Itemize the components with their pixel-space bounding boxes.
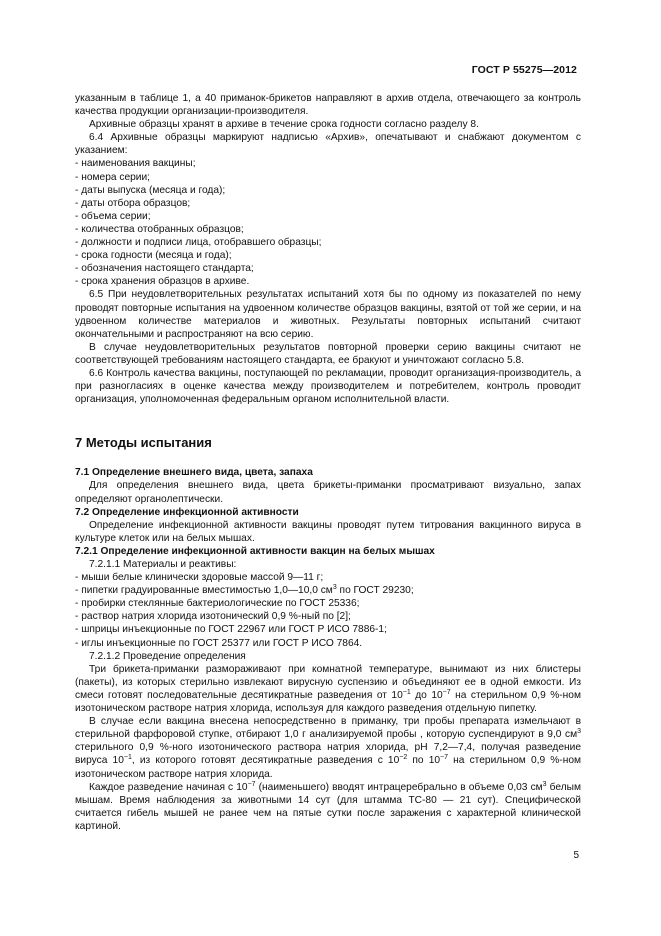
list-item: - мыши белые клинически здоровые массой 9—11 г; [75, 571, 581, 584]
list-item: - должности и подписи лица, отобравшего образцы; [75, 236, 581, 249]
list-item: - срока годности (месяца и года); [75, 249, 581, 262]
subsection-7-1-text: Для определения внешнего вида, цвета брикеты-приманки просматривают визуально, запах определяют органолептически. [75, 480, 581, 505]
list-item: - даты выпуска (месяца и года); [75, 184, 581, 197]
document-id-header: ГОСТ Р 55275—2012 [471, 64, 577, 76]
subsection-7-2-text: Определение инфекционной активности вакцины проводят путем титрования вакцинного вируса в культуре клеток или на белых мышах. [75, 519, 581, 544]
paragraph: Архивные образцы хранят в архиве в течение срока годности согласно разделу 8. [89, 119, 479, 131]
list-item: - номера серии; [75, 171, 581, 184]
subsection-7-1-title: 7.1 Определение внешнего вида, цвета, запаха [75, 467, 313, 479]
subsection-7-2-1-1-title: 7.2.1.1 Материалы и реактивы: [89, 559, 237, 570]
subsection-7-2-1-2-title: 7.2.1.2 Проведение определения [89, 650, 246, 662]
paragraph-thawing: Три брикета-приманки размораживают при комнатной температуре, вынимают из них блистеры (пакеты), из которых стерильно извлекают вирусную суспензию и объединяют ее в одной емкости. Из смеси готовят последовательные десятикратные разведения от $10^{-1}$ до $10^{-7}$ на стерильном 0,9 %-ном изотоническом растворе натрия хлорида, используя для каждого разведения отдельную пипетку. [75, 663, 581, 715]
list-item: - обозначения настоящего стандарта; [75, 262, 581, 275]
list-item: - пробирки стеклянные бактериологические по ГОСТ 25336; [75, 597, 581, 610]
paragraph: указанным в таблице 1, а 40 приманок-брикетов направляют в архив отдела, отвечающего за контроль качества продукции организации-производителя. [75, 93, 581, 118]
list-item: - срока хранения образцов в архиве. [75, 275, 581, 288]
page-number: 5 [573, 850, 579, 861]
list-item: - даты отбора образцов; [75, 197, 581, 210]
section-7-title: 7 Методы испытания [75, 435, 212, 451]
page-content [75, 92, 581, 833]
list-item: - объема серии; [75, 210, 581, 223]
paragraph: 6.4 Архивные образцы маркируют надписью «Архив», опечатывают и снабжают документом с указанием: [75, 132, 581, 157]
list-item: - пипетки градуированные вместимостью 1,0—10,0 $см^3$ по ГОСТ 29230; [75, 584, 581, 597]
list-item: - наименования вакцины; [75, 157, 581, 170]
paragraph-injection: Каждое разведение начиная с $10^{-7}$ (наименьшего) вводят интрацеребрально в объеме 0,03 $см^3$ белым мышам. Время наблюдения за животными 14 сут (для штамма ТС-80 — 21 сут). Специфической считается гибель мышей не ранее чем на пятые сутки после заражения с характерной клинической картиной. [75, 780, 581, 832]
list-item: - иглы инъекционные по ГОСТ 25377 или ГОСТ Р ИСО 7864. [75, 637, 581, 650]
list-item: - шприцы инъекционные по ГОСТ 22967 или ГОСТ Р ИСО 7886-1; [75, 623, 581, 636]
subsection-7-2-1-title: 7.2.1 Определение инфекционной активности вакцин на белых мышах [75, 545, 435, 557]
paragraph-grinding: В случае если вакцина внесена непосредственно в приманку, три пробы препарата измельчают в стерильной фарфоровой ступке, отбирают 1,0 г анализируемой пробы , которую суспендируют в 9,0 $см^3$ стерильного 0,9 %-ного изотонического раствора натрия хлорида, рН 7,2—7,4, получая разведение вируса $10^{-1}$, из которого готовят десятикратные разведения с $10^{-2}$ по $10^{-7}$ на стерильном 0,9 %-ном изотоническом растворе натрия хлорида. [75, 716, 581, 780]
paragraph: 6.6 Контроль качества вакцины, поступающей по рекламации, проводит организация-производитель, а при разногласиях в оценке качества между производителем и потребителем, контроль проводит организация, уполномоченная федеральным органом исполнительной власти. [75, 367, 581, 406]
paragraph: В случае неудовлетворительных результатов повторной проверки серию вакцины считают не соответствующей требованиям настоящего стандарта, ее бракуют и уничтожают согласно 5.8. [75, 341, 581, 366]
subsection-7-2-title: 7.2 Определение инфекционной активности [75, 506, 299, 518]
paragraph: 6.5 При неудовлетворительных результатах испытаний хотя бы по одному из показателей по нему проводят повторные испытания на удвоенном количестве образцов вакцины, взятой от той же серии, и на удвоенном количестве материалов и животных. Результаты повторных испытаний считают окончательными и распространяют на всю серию. [75, 289, 581, 340]
list-item: - количества отобранных образцов; [75, 223, 581, 236]
section-6-continuation [75, 92, 581, 406]
list-item: - раствор натрия хлорида изотонический 0,9 %-ный по [2]; [75, 610, 581, 623]
